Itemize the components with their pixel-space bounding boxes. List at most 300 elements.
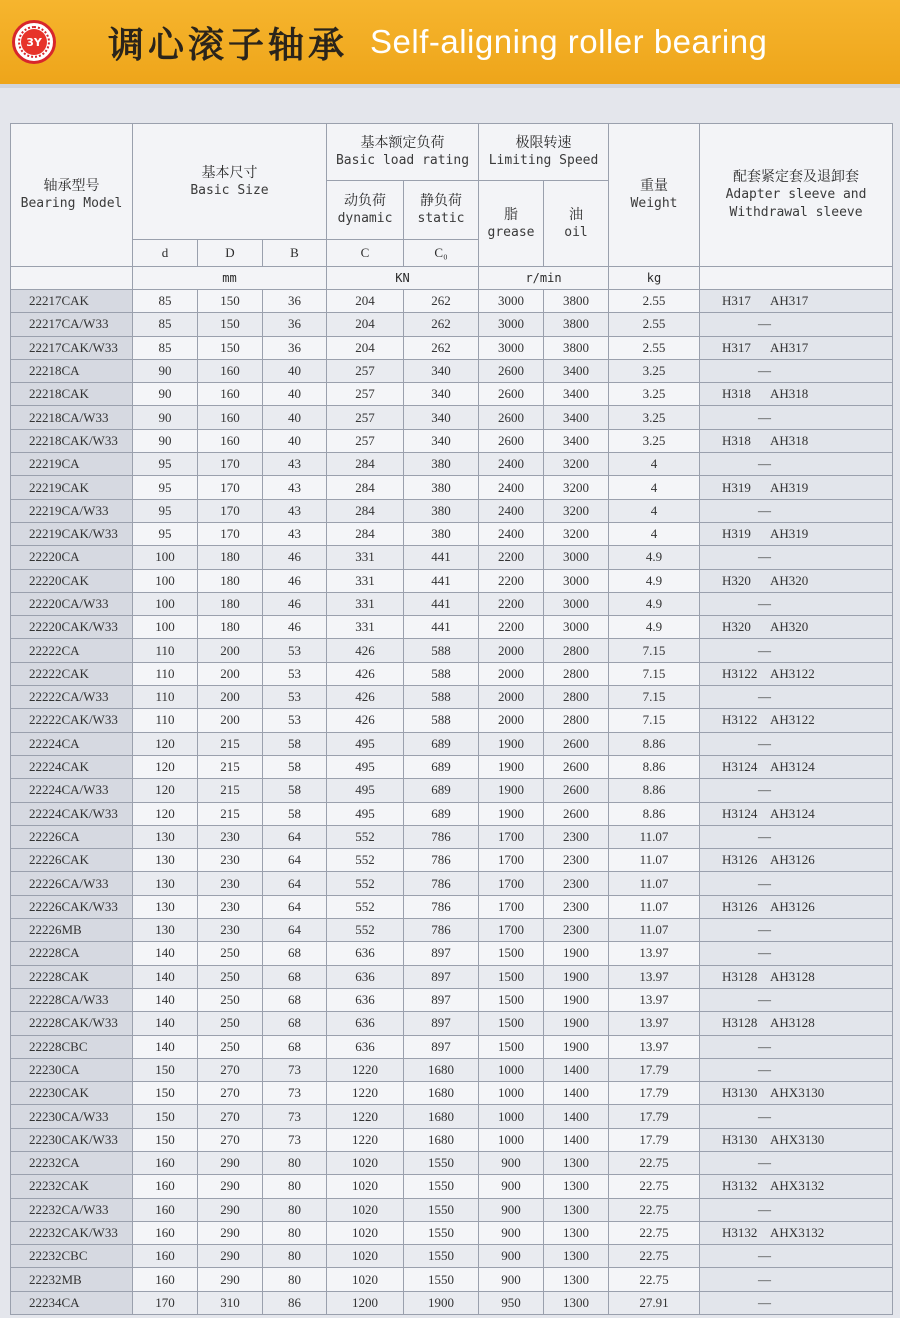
cell-d: 160 xyxy=(133,1151,198,1174)
cell-grease: 1700 xyxy=(479,919,544,942)
cell-C: 636 xyxy=(327,1012,404,1035)
unit-blank-2 xyxy=(700,267,893,290)
cell-B: 68 xyxy=(263,988,327,1011)
cell-oil: 3400 xyxy=(544,406,609,429)
table-row xyxy=(11,476,893,499)
cell-grease: 2400 xyxy=(479,476,544,499)
cell-weight: 4.9 xyxy=(609,546,700,569)
adapter-sleeve: H3128 xyxy=(722,1015,758,1031)
cell-model: 22226CA xyxy=(11,825,133,848)
cell-C0: 897 xyxy=(404,988,479,1011)
cell-oil: 3200 xyxy=(544,499,609,522)
cell-D: 160 xyxy=(198,359,263,382)
cell-C0: 1550 xyxy=(404,1151,479,1174)
cell-C: 257 xyxy=(327,359,404,382)
cell-C0: 340 xyxy=(404,406,479,429)
cell-C0: 380 xyxy=(404,499,479,522)
table-row xyxy=(11,686,893,709)
cell-C: 331 xyxy=(327,592,404,615)
cell-C0: 262 xyxy=(404,313,479,336)
withdrawal-sleeve: AH317 xyxy=(770,293,809,309)
cell-D: 270 xyxy=(198,1058,263,1081)
cell-sleeve xyxy=(700,453,893,476)
cell-sleeve xyxy=(700,1035,893,1058)
cell-model: 22218CA/W33 xyxy=(11,406,133,429)
cell-sleeve xyxy=(700,546,893,569)
cell-grease: 1500 xyxy=(479,1035,544,1058)
cell-D: 230 xyxy=(198,872,263,895)
cell-sleeve xyxy=(700,616,893,639)
table-row xyxy=(11,406,893,429)
table-row xyxy=(11,1245,893,1268)
cell-C: 495 xyxy=(327,732,404,755)
cell-D: 180 xyxy=(198,546,263,569)
cell-sleeve xyxy=(700,476,893,499)
page-header xyxy=(0,0,900,88)
table-row xyxy=(11,290,893,313)
cell-C: 284 xyxy=(327,476,404,499)
adapter-sleeve: H318 xyxy=(722,432,751,448)
cell-C0: 588 xyxy=(404,686,479,709)
cell-d: 120 xyxy=(133,779,198,802)
withdrawal-sleeve: AH3124 xyxy=(770,805,815,821)
cell-model: 22228CA/W33 xyxy=(11,988,133,1011)
cell-oil: 3000 xyxy=(544,546,609,569)
cell-oil: 1300 xyxy=(544,1151,609,1174)
cell-weight: 3.25 xyxy=(609,406,700,429)
cell-model: 22218CA xyxy=(11,359,133,382)
cell-C: 426 xyxy=(327,662,404,685)
cell-d: 160 xyxy=(133,1221,198,1244)
cell-model: 22222CA/W33 xyxy=(11,686,133,709)
cell-oil: 3800 xyxy=(544,313,609,336)
cell-B: 46 xyxy=(263,569,327,592)
cell-D: 150 xyxy=(198,336,263,359)
cell-C: 636 xyxy=(327,942,404,965)
cell-C: 426 xyxy=(327,686,404,709)
table-row xyxy=(11,779,893,802)
cell-grease: 1900 xyxy=(479,802,544,825)
cell-oil: 1900 xyxy=(544,1012,609,1035)
cell-oil: 1400 xyxy=(544,1082,609,1105)
cell-model: 22220CAK xyxy=(11,569,133,592)
cell-weight: 3.25 xyxy=(609,359,700,382)
adapter-sleeve: — xyxy=(758,502,772,518)
cell-C: 1020 xyxy=(327,1245,404,1268)
cell-B: 43 xyxy=(263,522,327,545)
cell-grease: 2000 xyxy=(479,709,544,732)
cell-B: 46 xyxy=(263,546,327,569)
withdrawal-sleeve: AH319 xyxy=(770,479,809,495)
cell-d: 170 xyxy=(133,1291,198,1314)
adapter-sleeve: H3132 xyxy=(722,1225,758,1241)
adapter-sleeve: — xyxy=(758,689,772,705)
cell-model: 22226CA/W33 xyxy=(11,872,133,895)
adapter-sleeve: — xyxy=(758,549,772,565)
cell-B: 80 xyxy=(263,1245,327,1268)
cell-model: 22222CAK xyxy=(11,662,133,685)
adapter-sleeve: — xyxy=(758,596,772,611)
cell-C: 1020 xyxy=(327,1221,404,1244)
cell-D: 215 xyxy=(198,802,263,825)
cell-C0: 1900 xyxy=(404,1291,479,1314)
cell-model: 22220CA xyxy=(11,546,133,569)
adapter-sleeve: — xyxy=(758,642,772,658)
cell-grease: 1000 xyxy=(479,1105,544,1128)
cell-sleeve xyxy=(700,569,893,592)
cell-sleeve xyxy=(700,336,893,359)
adapter-sleeve: H3124 xyxy=(722,805,758,821)
cell-B: 43 xyxy=(263,476,327,499)
cell-grease: 1000 xyxy=(479,1058,544,1081)
cell-C: 636 xyxy=(327,965,404,988)
cell-sleeve xyxy=(700,1291,893,1314)
cell-d: 110 xyxy=(133,686,198,709)
cell-D: 150 xyxy=(198,290,263,313)
cell-sleeve xyxy=(700,1082,893,1105)
cell-B: 40 xyxy=(263,429,327,452)
cell-C0: 588 xyxy=(404,709,479,732)
withdrawal-sleeve: AH320 xyxy=(770,619,809,635)
table-row xyxy=(11,546,893,569)
bearing-spec-table-wrapper xyxy=(10,123,892,1315)
table-row xyxy=(11,1082,893,1105)
cell-B: 64 xyxy=(263,919,327,942)
cell-weight: 3.25 xyxy=(609,429,700,452)
header-C: C xyxy=(327,240,404,267)
cell-oil: 2300 xyxy=(544,872,609,895)
cell-grease: 2600 xyxy=(479,429,544,452)
cell-oil: 1300 xyxy=(544,1198,609,1221)
cell-weight: 17.79 xyxy=(609,1128,700,1151)
cell-d: 140 xyxy=(133,1035,198,1058)
cell-grease: 900 xyxy=(479,1151,544,1174)
table-row xyxy=(11,709,893,732)
cell-C: 257 xyxy=(327,406,404,429)
cell-C0: 689 xyxy=(404,802,479,825)
cell-sleeve xyxy=(700,802,893,825)
cell-grease: 1000 xyxy=(479,1128,544,1151)
cell-sleeve xyxy=(700,1128,893,1151)
cell-grease: 2200 xyxy=(479,592,544,615)
cell-C: 1220 xyxy=(327,1058,404,1081)
table-row xyxy=(11,1105,893,1128)
header-load-rating: 基本额定负荷 Basic load rating xyxy=(327,124,479,181)
cell-C: 1220 xyxy=(327,1128,404,1151)
cell-B: 43 xyxy=(263,499,327,522)
adapter-sleeve: H319 xyxy=(722,526,751,542)
cell-C: 426 xyxy=(327,709,404,732)
cell-D: 230 xyxy=(198,895,263,918)
cell-D: 170 xyxy=(198,499,263,522)
cell-d: 130 xyxy=(133,849,198,872)
cell-B: 36 xyxy=(263,336,327,359)
cell-D: 170 xyxy=(198,453,263,476)
cell-weight: 4 xyxy=(609,522,700,545)
cell-weight: 22.75 xyxy=(609,1268,700,1291)
adapter-sleeve: — xyxy=(758,1108,772,1124)
cell-sleeve xyxy=(700,825,893,848)
adapter-sleeve: — xyxy=(758,992,772,1008)
table-row xyxy=(11,1175,893,1198)
cell-model: 22232CA xyxy=(11,1151,133,1174)
header-bearing-model: 轴承型号 Bearing Model xyxy=(11,124,133,267)
cell-oil: 3400 xyxy=(544,359,609,382)
cell-d: 150 xyxy=(133,1058,198,1081)
cell-C0: 262 xyxy=(404,290,479,313)
table-row xyxy=(11,639,893,662)
table-row xyxy=(11,1291,893,1314)
cell-weight: 2.55 xyxy=(609,336,700,359)
cell-grease: 900 xyxy=(479,1198,544,1221)
cell-grease: 2400 xyxy=(479,453,544,476)
adapter-sleeve: — xyxy=(758,1294,772,1310)
table-row xyxy=(11,872,893,895)
cell-sleeve xyxy=(700,429,893,452)
cell-grease: 1500 xyxy=(479,1012,544,1035)
cell-C0: 897 xyxy=(404,942,479,965)
unit-rpm: r/min xyxy=(479,267,609,290)
cell-grease: 1500 xyxy=(479,988,544,1011)
cell-weight: 11.07 xyxy=(609,849,700,872)
withdrawal-sleeve: AHX3132 xyxy=(770,1178,825,1194)
cell-d: 90 xyxy=(133,359,198,382)
cell-d: 130 xyxy=(133,895,198,918)
cell-weight: 13.97 xyxy=(609,988,700,1011)
cell-C: 1020 xyxy=(327,1151,404,1174)
cell-D: 270 xyxy=(198,1128,263,1151)
cell-grease: 1900 xyxy=(479,755,544,778)
adapter-sleeve: H3130 xyxy=(722,1085,758,1101)
cell-d: 100 xyxy=(133,616,198,639)
table-row xyxy=(11,732,893,755)
adapter-sleeve: — xyxy=(758,828,772,844)
cell-C: 1200 xyxy=(327,1291,404,1314)
cell-d: 95 xyxy=(133,453,198,476)
cell-D: 180 xyxy=(198,569,263,592)
table-row xyxy=(11,1268,893,1291)
withdrawal-sleeve: AH3128 xyxy=(770,1015,815,1031)
cell-oil: 1900 xyxy=(544,942,609,965)
cell-weight: 7.15 xyxy=(609,639,700,662)
cell-C0: 786 xyxy=(404,849,479,872)
cell-oil: 1300 xyxy=(544,1291,609,1314)
cell-grease: 3000 xyxy=(479,313,544,336)
cell-C0: 897 xyxy=(404,1035,479,1058)
cell-D: 270 xyxy=(198,1105,263,1128)
cell-sleeve xyxy=(700,406,893,429)
adapter-sleeve: H3126 xyxy=(722,898,758,914)
cell-sleeve xyxy=(700,290,893,313)
cell-weight: 4 xyxy=(609,499,700,522)
header-oil: 油 oil xyxy=(544,181,609,267)
cell-oil: 1900 xyxy=(544,988,609,1011)
cell-weight: 11.07 xyxy=(609,895,700,918)
cell-B: 64 xyxy=(263,825,327,848)
cell-oil: 3800 xyxy=(544,336,609,359)
cell-d: 85 xyxy=(133,313,198,336)
table-row xyxy=(11,988,893,1011)
adapter-sleeve: — xyxy=(758,1201,772,1217)
cell-sleeve xyxy=(700,639,893,662)
cell-oil: 3000 xyxy=(544,569,609,592)
cell-C: 204 xyxy=(327,313,404,336)
cell-d: 130 xyxy=(133,919,198,942)
adapter-sleeve: H320 xyxy=(722,572,751,588)
cell-D: 250 xyxy=(198,942,263,965)
cell-C0: 588 xyxy=(404,662,479,685)
cell-grease: 2400 xyxy=(479,499,544,522)
cell-C0: 262 xyxy=(404,336,479,359)
cell-C0: 1680 xyxy=(404,1058,479,1081)
cell-grease: 3000 xyxy=(479,290,544,313)
cell-B: 58 xyxy=(263,755,327,778)
cell-d: 160 xyxy=(133,1198,198,1221)
cell-oil: 2300 xyxy=(544,825,609,848)
table-row xyxy=(11,1035,893,1058)
cell-weight: 7.15 xyxy=(609,709,700,732)
cell-weight: 8.86 xyxy=(609,755,700,778)
cell-model: 22224CA xyxy=(11,732,133,755)
cell-d: 100 xyxy=(133,546,198,569)
header-sleeve: 配套紧定套及退卸套 Adapter sleeve and Withdrawal sleeve xyxy=(700,124,893,267)
unit-kn: KN xyxy=(327,267,479,290)
cell-D: 310 xyxy=(198,1291,263,1314)
cell-sleeve xyxy=(700,1012,893,1035)
cell-C: 331 xyxy=(327,546,404,569)
cell-C: 204 xyxy=(327,336,404,359)
cell-D: 215 xyxy=(198,755,263,778)
cell-C0: 340 xyxy=(404,383,479,406)
cell-weight: 3.25 xyxy=(609,383,700,406)
cell-sleeve xyxy=(700,942,893,965)
cell-sleeve xyxy=(700,686,893,709)
cell-C: 426 xyxy=(327,639,404,662)
cell-model: 22219CA/W33 xyxy=(11,499,133,522)
cell-d: 160 xyxy=(133,1245,198,1268)
cell-B: 58 xyxy=(263,802,327,825)
cell-D: 290 xyxy=(198,1175,263,1198)
cell-d: 120 xyxy=(133,732,198,755)
cell-oil: 1400 xyxy=(544,1105,609,1128)
cell-weight: 13.97 xyxy=(609,1012,700,1035)
cell-C0: 441 xyxy=(404,546,479,569)
cell-sleeve xyxy=(700,313,893,336)
cell-model: 22228CA xyxy=(11,942,133,965)
cell-C: 1020 xyxy=(327,1175,404,1198)
cell-model: 22228CAK xyxy=(11,965,133,988)
cell-C0: 786 xyxy=(404,872,479,895)
cell-weight: 11.07 xyxy=(609,825,700,848)
cell-model: 22220CAK/W33 xyxy=(11,616,133,639)
cell-grease: 900 xyxy=(479,1268,544,1291)
cell-weight: 2.55 xyxy=(609,290,700,313)
cell-d: 140 xyxy=(133,988,198,1011)
brand-logo-icon xyxy=(12,20,56,64)
table-row xyxy=(11,919,893,942)
cell-weight: 17.79 xyxy=(609,1082,700,1105)
cell-oil: 2600 xyxy=(544,755,609,778)
table-row xyxy=(11,1198,893,1221)
cell-d: 90 xyxy=(133,383,198,406)
adapter-sleeve: H3130 xyxy=(722,1131,758,1147)
cell-weight: 4.9 xyxy=(609,569,700,592)
withdrawal-sleeve: AH3126 xyxy=(770,898,815,914)
cell-C0: 441 xyxy=(404,616,479,639)
cell-oil: 3800 xyxy=(544,290,609,313)
table-row xyxy=(11,313,893,336)
adapter-sleeve: — xyxy=(758,1061,772,1077)
cell-C0: 441 xyxy=(404,569,479,592)
cell-grease: 1000 xyxy=(479,1082,544,1105)
adapter-sleeve: H318 xyxy=(722,386,751,402)
adapter-sleeve: — xyxy=(758,945,772,961)
table-row xyxy=(11,522,893,545)
header-grease: 脂 grease xyxy=(479,181,544,267)
cell-oil: 3400 xyxy=(544,383,609,406)
table-row xyxy=(11,802,893,825)
table-row xyxy=(11,616,893,639)
table-row xyxy=(11,1128,893,1151)
withdrawal-sleeve: AHX3130 xyxy=(770,1131,825,1147)
cell-sleeve xyxy=(700,872,893,895)
cell-oil: 1300 xyxy=(544,1268,609,1291)
adapter-sleeve: H3122 xyxy=(722,712,758,728)
unit-blank xyxy=(11,267,133,290)
cell-C: 1020 xyxy=(327,1268,404,1291)
cell-C0: 786 xyxy=(404,895,479,918)
cell-weight: 4.9 xyxy=(609,592,700,615)
cell-B: 53 xyxy=(263,662,327,685)
cell-C0: 1550 xyxy=(404,1268,479,1291)
cell-oil: 3000 xyxy=(544,616,609,639)
cell-oil: 2600 xyxy=(544,779,609,802)
adapter-sleeve: H3122 xyxy=(722,665,758,681)
table-row xyxy=(11,942,893,965)
withdrawal-sleeve: AH3122 xyxy=(770,665,815,681)
table-header xyxy=(11,124,893,290)
cell-weight: 13.97 xyxy=(609,965,700,988)
cell-grease: 2000 xyxy=(479,686,544,709)
adapter-sleeve: — xyxy=(758,409,772,425)
cell-model: 22220CA/W33 xyxy=(11,592,133,615)
adapter-sleeve: H3126 xyxy=(722,852,758,868)
cell-weight: 7.15 xyxy=(609,686,700,709)
cell-sleeve xyxy=(700,383,893,406)
cell-C: 257 xyxy=(327,383,404,406)
cell-sleeve xyxy=(700,1245,893,1268)
cell-grease: 3000 xyxy=(479,336,544,359)
cell-C0: 1550 xyxy=(404,1245,479,1268)
cell-sleeve xyxy=(700,732,893,755)
cell-B: 53 xyxy=(263,639,327,662)
cell-weight: 22.75 xyxy=(609,1245,700,1268)
header-B: B xyxy=(263,240,327,267)
cell-grease: 1700 xyxy=(479,849,544,872)
withdrawal-sleeve: AH3126 xyxy=(770,852,815,868)
cell-D: 160 xyxy=(198,406,263,429)
cell-oil: 1900 xyxy=(544,965,609,988)
table-row xyxy=(11,499,893,522)
cell-model: 22230CAK xyxy=(11,1082,133,1105)
cell-grease: 2000 xyxy=(479,662,544,685)
cell-grease: 2600 xyxy=(479,383,544,406)
cell-C0: 1680 xyxy=(404,1128,479,1151)
cell-C: 552 xyxy=(327,872,404,895)
withdrawal-sleeve: AH3122 xyxy=(770,712,815,728)
cell-d: 150 xyxy=(133,1105,198,1128)
withdrawal-sleeve: AH3128 xyxy=(770,968,815,984)
